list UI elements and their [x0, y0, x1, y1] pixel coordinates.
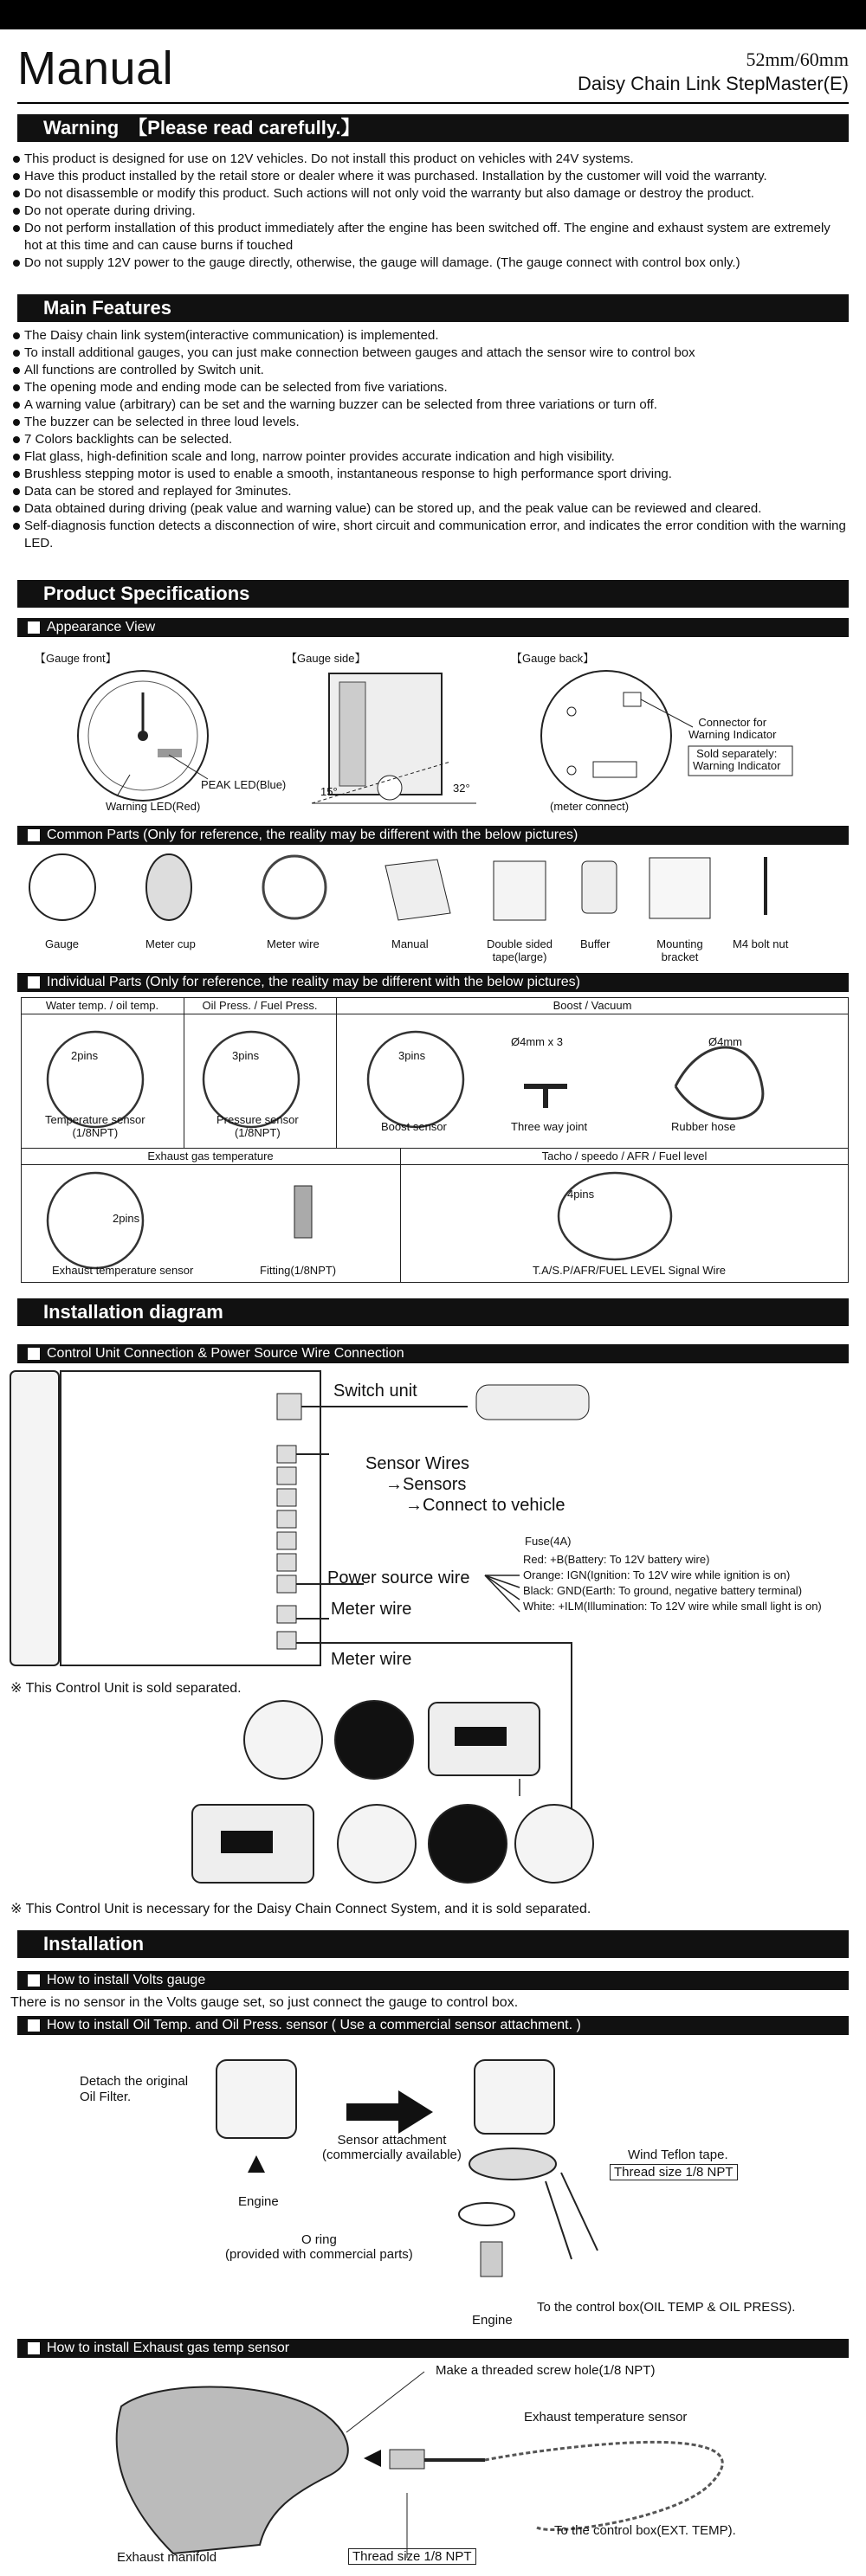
feature-item: Flat glass, high-definition scale and long, narrow pointer provides accurate indication and high visibility. — [12, 448, 850, 466]
bracket-icon — [650, 858, 710, 918]
feature-item: All functions are controlled by Switch unit. — [12, 362, 850, 379]
col-tacho-speedo: Tacho / speedo / AFR / Fuel level — [400, 1148, 849, 1165]
angle-32-label: 32° — [453, 782, 470, 795]
d4x3-label: Ø4mm x 3 — [511, 1035, 563, 1048]
red-wire-label: Red: +B(Battery: To 12V battery wire) — [523, 1553, 710, 1566]
gauge-part-icon — [29, 854, 95, 920]
pins-3b-label: 3pins — [398, 1049, 426, 1062]
meter-cup-icon — [146, 854, 191, 920]
fitting-label: Fitting(1/8NPT) — [260, 1264, 337, 1277]
features-list — [12, 327, 850, 552]
attachment-label: Sensor attachment (commercially available) — [322, 2133, 462, 2162]
meter-chain-drawing — [0, 1692, 866, 1909]
tape-icon — [494, 861, 546, 920]
feature-item: Data can be stored and replayed for 3minutes. — [12, 483, 850, 500]
part-tape: Double sided tape(large) — [487, 937, 553, 963]
manual-icon — [385, 860, 450, 920]
individual-parts-heading: Individual Parts (Only for reference, the reality may be different with the below pictures) — [17, 973, 849, 992]
oring-label: O ring (provided with commercial parts) — [225, 2232, 413, 2262]
press-sensor-label: Pressure sensor (1/8NPT) — [216, 1113, 299, 1139]
d4-label: Ø4mm — [708, 1035, 742, 1048]
signal-wire-label: T.A/S.P/AFR/FUEL LEVEL Signal Wire — [533, 1264, 726, 1277]
control-unit-heading: Control Unit Connection & Power Source Wire Connection — [17, 1344, 849, 1363]
volts-text: There is no sensor in the Volts gauge set, so just connect the gauge to control box. — [10, 1995, 519, 2010]
gauge-side-drawing — [312, 673, 476, 803]
installation-heading: Installation — [17, 1930, 849, 1958]
size-label: 52mm/60mm — [746, 48, 849, 70]
exh-sensor-label: Exhaust temperature sensor — [524, 2410, 688, 2425]
oil-heading: How to install Oil Temp. and Oil Press. sensor ( Use a commercial sensor attachment. ) — [17, 2016, 849, 2035]
col-boost-vacuum: Boost / Vacuum — [336, 997, 849, 1014]
common-parts-heading: Common Parts (Only for reference, the reality may be different with the below pictures) — [17, 826, 849, 845]
thread-size-1: Thread size 1/8 NPT — [610, 2164, 738, 2180]
feature-item: Self-diagnosis function detects a disconnection of wire, short circuit and communication error, and indicates the error condition with the warning LED. — [12, 518, 850, 552]
exh-sensor-part-label: Exhaust temperature sensor — [52, 1264, 194, 1277]
gauge-front-drawing — [78, 671, 208, 801]
gauge-back-label: 【Gauge back】 — [511, 652, 595, 665]
to-box-oil: To the control box(OIL TEMP & OIL PRESS). — [537, 2300, 796, 2315]
gauge-side-label: 【Gauge side】 — [286, 652, 366, 665]
col-oil-fuel-press: Oil Press. / Fuel Press. — [184, 997, 336, 1014]
features-heading: Main Features — [17, 294, 849, 322]
warning-led-label: Warning LED(Red) — [106, 800, 201, 813]
screw-hole-label: Make a threaded screw hole(1/8 NPT) — [436, 2363, 656, 2378]
warning-item: This product is designed for use on 12V vehicles. Do not install this product on vehicles with 24V systems. — [12, 151, 850, 168]
meter-connect-label: (meter connect) — [550, 800, 630, 813]
orange-wire-label: Orange: IGN(Ignition: To 12V wire while ignition is on) — [523, 1568, 791, 1581]
power-wire-label: Power source wire — [327, 1568, 470, 1587]
boost-sensor-label: Boost sensor — [381, 1120, 447, 1133]
col-exhaust-temp: Exhaust gas temperature — [21, 1148, 400, 1165]
feature-item: Data obtained during driving (peak value and warning value) can be stored up, and the peak value can be reviewed and cleared. — [12, 500, 850, 518]
exhaust-heading: How to install Exhaust gas temp sensor — [17, 2339, 849, 2358]
specs-heading: Product Specifications — [17, 580, 849, 608]
col-water-oil-temp: Water temp. / oil temp. — [21, 997, 184, 1014]
warning-item: Have this product installed by the retail store or dealer where it was purchased. Installation by the customer will void the warranty. — [12, 168, 850, 185]
volts-heading: How to install Volts gauge — [17, 1971, 849, 1990]
pins-3a-label: 3pins — [232, 1049, 260, 1062]
individual-parts-drawings — [0, 1017, 866, 1277]
connector-label: Connector for Warning Indicator — [688, 716, 777, 741]
part-bolt: M4 bolt nut — [733, 937, 789, 950]
to-box-ext: To the control box(EXT. TEMP). — [554, 2523, 736, 2538]
page-title: Manual — [17, 42, 174, 94]
control-unit-diagram — [0, 1368, 866, 1697]
sensor-wires-label: Sensor Wires — [365, 1454, 470, 1473]
warning-list — [12, 151, 850, 272]
note-sold-separated: ※ This Control Unit is sold separated. — [10, 1681, 242, 1696]
top-banner — [0, 0, 866, 29]
install-diagram-heading: Installation diagram — [17, 1298, 849, 1326]
teflon-label: Wind Teflon tape. — [628, 2148, 728, 2162]
feature-item: Brushless stepping motor is used to enable a smooth, instantaneous response to high performance sport driving. — [12, 466, 850, 483]
warning-item: Do not operate during driving. — [12, 203, 850, 220]
feature-item: The opening mode and ending mode can be selected from five variations. — [12, 379, 850, 396]
title-rule — [17, 102, 849, 104]
temp-sensor-label: Temperature sensor (1/8NPT) — [45, 1113, 145, 1139]
sold-separately-label: Sold separately: Warning Indicator — [693, 747, 781, 772]
common-parts-drawings — [0, 853, 866, 935]
feature-item: To install additional gauges, you can just make connection between gauges and attach the sensor wire to control box — [12, 345, 850, 362]
feature-item: A warning value (arbitrary) can be set and the warning buzzer can be selected from three variations or turn off. — [12, 396, 850, 414]
to-sensors-label: →Sensors — [385, 1475, 467, 1494]
part-meter-cup: Meter cup — [145, 937, 196, 950]
fuse-label: Fuse(4A) — [525, 1535, 572, 1548]
feature-item: The Daisy chain link system(interactive communication) is implemented. — [12, 327, 850, 345]
three-way-label: Three way joint — [511, 1120, 588, 1133]
exhaust-diagram — [0, 2363, 866, 2571]
angle-15-label: 15° — [320, 785, 338, 798]
control-unit-side — [10, 1371, 59, 1665]
meter-wire-label-1: Meter wire — [331, 1600, 412, 1619]
manifold-label: Exhaust manifold — [117, 2550, 217, 2565]
warning-item: Do not disassemble or modify this product. Such actions will not only void the warranty but also damage or destroy the product. — [12, 185, 850, 203]
pins-2b-label: 2pins — [113, 1212, 140, 1225]
warning-item: Do not perform installation of this product immediately after the engine has been switched off. The engine and exhaust system are extremely hot at this time and can cause burns if touched — [12, 220, 850, 254]
warning-item: Do not supply 12V power to the gauge directly, otherwise, the gauge will damage. (The gauge connect with control box only.) — [12, 254, 850, 272]
switch-unit-label: Switch unit — [333, 1381, 417, 1401]
buffer-icon — [582, 861, 617, 913]
rubber-hose-label: Rubber hose — [671, 1120, 736, 1133]
warning-heading: Warning 【Please read carefully.】 — [17, 114, 849, 142]
engine-label-1: Engine — [238, 2194, 279, 2209]
black-wire-label: Black: GND(Earth: To ground, negative battery terminal) — [523, 1584, 803, 1597]
white-wire-label: White: +ILM(Illumination: To 12V wire while small light is on) — [523, 1600, 822, 1613]
switch-unit-icon — [476, 1385, 589, 1420]
thread-size-2: Thread size 1/8 NPT — [348, 2548, 476, 2565]
part-meter-wire: Meter wire — [267, 937, 320, 950]
appearance-heading: Appearance View — [17, 618, 849, 637]
feature-item: The buzzer can be selected in three loud levels. — [12, 414, 850, 431]
detach-label: Detach the original Oil Filter. — [80, 2074, 189, 2104]
meter-wire-icon — [263, 856, 326, 918]
product-subtitle — [578, 48, 849, 96]
part-manual: Manual — [391, 937, 429, 950]
meter-wire-label-2: Meter wire — [331, 1650, 412, 1669]
peak-led-label: PEAK LED(Blue) — [201, 778, 287, 791]
to-vehicle-label: →Connect to vehicle — [405, 1496, 565, 1515]
part-gauge: Gauge — [45, 937, 80, 950]
pins-2-label: 2pins — [71, 1049, 99, 1062]
pins-4-label: 4pins — [567, 1188, 595, 1201]
part-buffer: Buffer — [580, 937, 611, 950]
feature-item: 7 Colors backlights can be selected. — [12, 431, 850, 448]
note-daisy-chain: ※ This Control Unit is necessary for the Daisy Chain Connect System, and it is sold separated. — [10, 1902, 591, 1916]
gauge-front-label: 【Gauge front】 — [35, 652, 117, 665]
product-name: Daisy Chain Link StepMaster(E) — [577, 73, 849, 94]
part-bracket: Mounting bracket — [656, 937, 703, 963]
engine-label-2: Engine — [472, 2313, 513, 2328]
